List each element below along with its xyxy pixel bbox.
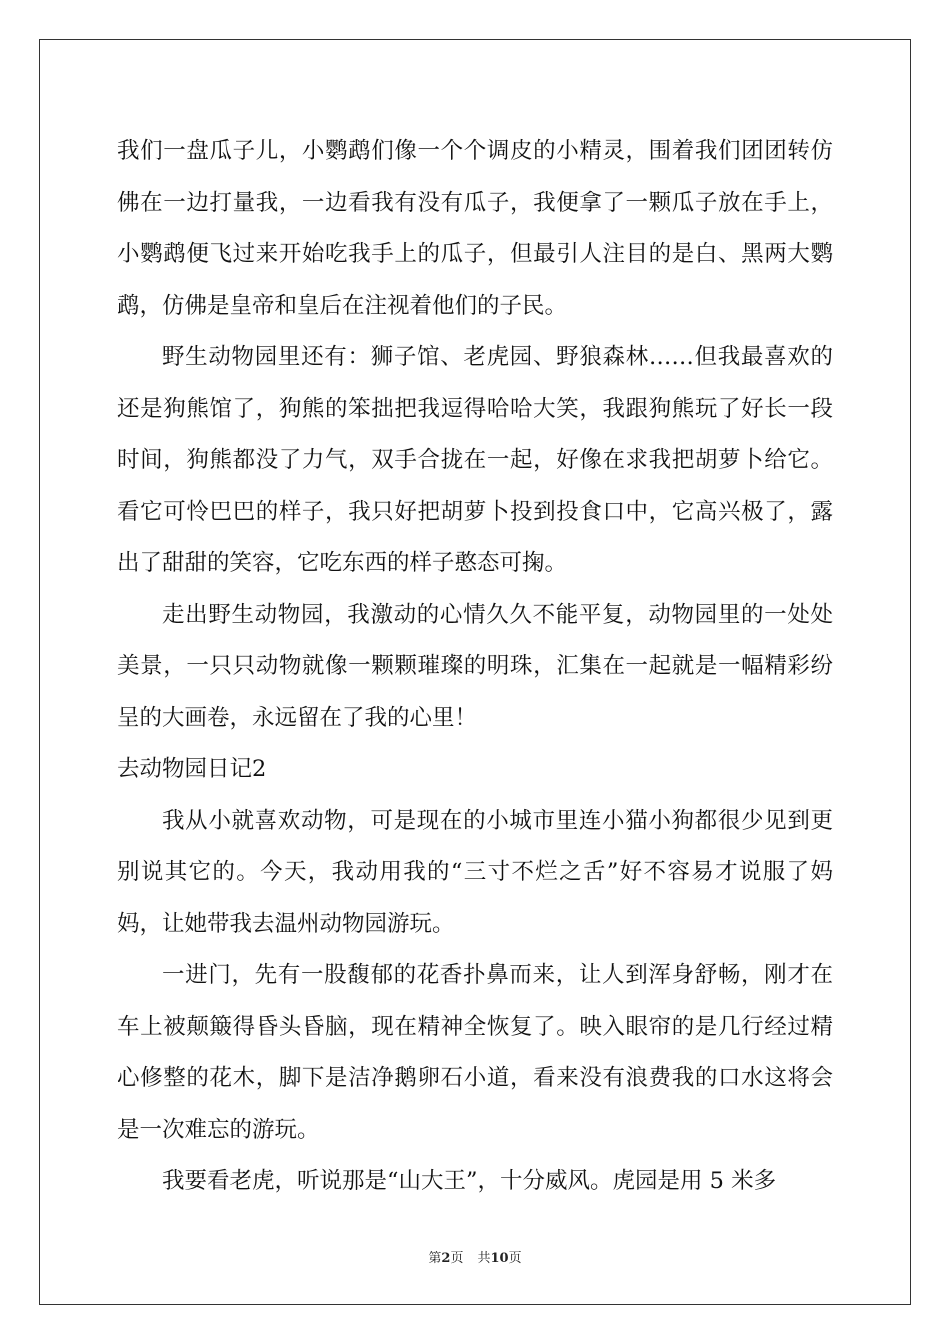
paragraph-love-animals: 我从小就喜欢动物，可是现在的小城市里连小猫小狗都很少见到更别说其它的。今天，我动用我的“三寸不烂之舌”好不容易才说服了妈妈，让她带我去温州动物园游玩。	[117, 807, 833, 937]
paragraph-bear-hall: 野生动物园里还有：狮子馆、老虎园、野狼森林……但我最喜欢的还是狗熊馆了，狗熊的笨拙把我逗得哈哈大笑，我跟狗熊玩了好长一段时间，狗熊都没了力气，双手合拢在一起，好像在求我把胡萝卜给它。看它可怜巴巴的样子，我只好把胡萝卜投到投食口中，它高兴极了，露出了甜甜的笑容，它吃东西的样子憨态可掬。	[117, 344, 833, 576]
page-number: 2	[441, 1251, 451, 1266]
page-indicator: 第2页	[428, 1251, 464, 1266]
paragraph-tiger: 我要看老虎，听说那是“山大王”，十分威风。虎园是用 5 米多	[162, 1168, 777, 1194]
paragraph-entrance: 一进门，先有一股馥郁的花香扑鼻而来，让人到浑身舒畅，刚才在车上被颠簸得昏头昏脑，现在精神全恢复了。映入眼帘的是几行经过精心修整的花木，脚下是洁净鹅卵石小道，看来没有浪费我的口水这将会是一次难忘的游玩。	[117, 962, 833, 1143]
total-pages-indicator: 共10页	[477, 1251, 522, 1266]
total-pages: 10	[490, 1251, 509, 1266]
paragraph-leaving-park: 走出野生动物园，我激动的心情久久不能平复，动物园里的一处处美景，一只只动物就像一颗颗璀璨的明珠，汇集在一起就是一幅精彩纷呈的大画卷，永远留在了我的心里！	[117, 601, 833, 731]
paragraph-continuation: 我们一盘瓜子儿，小鹦鹉们像一个个调皮的小精灵，围着我们团团转仿佛在一边打量我，一边看我有没有瓜子，我便拿了一颗瓜子放在手上，小鹦鹉便飞过来开始吃我手上的瓜子，但最引人注目的是白、黑两大鹦鹉，仿佛是皇帝和皇后在注视着他们的子民。	[117, 138, 833, 319]
section-heading: 去动物园日记2	[117, 756, 267, 782]
document-body	[117, 126, 833, 1208]
page-footer	[0, 1247, 950, 1266]
